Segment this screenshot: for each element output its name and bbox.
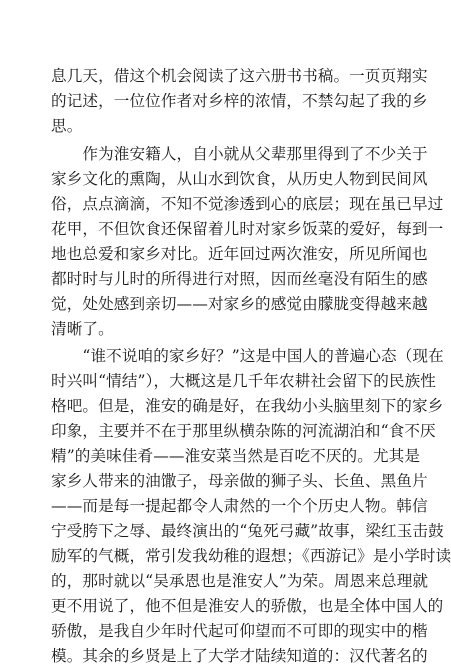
text-line: 都时时与儿时的所得进行对照，因而丝毫没有陌生的感 — [51, 270, 428, 288]
text-line: 精”的美味佳肴——淮安菜当然是百吃不厌的。尤其是 — [51, 447, 421, 465]
text-line: “谁不说咱的家乡好？”这是中国人的普遍心态（现在 — [51, 347, 444, 365]
text-line: 家乡人带来的油馓子，母亲做的狮子头、长鱼、黑鱼片 — [51, 472, 428, 490]
text-line: 觉，处处感到亲切——对家乡的感觉由朦胧变得越来越 — [51, 295, 428, 313]
text-line: 家乡文化的熏陶，从山水到饮食，从历史人物到民间风 — [51, 170, 428, 188]
text-line: 骄傲，是我自少年时代起可仰望而不可即的现实中的楷 — [51, 622, 428, 640]
text-line: ——而是每一提起都令人肃然的一个个历史人物。韩信 — [51, 497, 428, 515]
text-line: 模。其余的乡贤是上了大学才陆续知道的：汉代著名的 — [51, 647, 428, 665]
text-line: 的，那时就以“吴承恩也是淮安人”为荣。周恩来总理就 — [51, 572, 429, 590]
text-line: 宁受胯下之辱、最终演出的“兔死弓藏”故事，梁红玉击鼓 — [51, 522, 444, 540]
text-line: 印象，主要并不在于那里纵横杂陈的河流湖泊和“食不厌 — [51, 422, 436, 440]
text-line: 时兴叫“情结”），大概这是几千年农耕社会留下的民族性 — [51, 372, 436, 390]
text-line: 更不用说了，他不但是淮安人的骄傲，也是全体中国人的 — [51, 597, 444, 615]
text-line: 俗，点点滴滴，不知不觉渗透到心的底层；现在虽已早过 — [51, 195, 444, 213]
text-line: 格吧。但是，淮安的确是好，在我幼小头脑里刻下的家乡 — [51, 397, 444, 415]
text-line: 思。 — [51, 117, 83, 135]
text-line: 清晰了。 — [51, 320, 114, 338]
text-line: 作为淮安籍人，自小就从父辈那里得到了不少关于 — [51, 145, 428, 163]
text-line: 的记述，一位位作者对乡梓的浓情，不禁勾起了我的乡 — [51, 92, 428, 110]
text-line: 地也总爱和家乡对比。近年回过两次淮安，所见所闻也 — [51, 245, 428, 263]
text-line: 励军的气概，常引发我幼稚的遐想；《西游记》是小学时读 — [51, 547, 451, 565]
text-line: 息几天，借这个机会阅读了这六册书书稿。一页页翔实 — [51, 67, 428, 85]
text-line: 花甲，不但饮食还保留着儿时对家乡饭菜的爱好，每到一 — [51, 220, 444, 238]
